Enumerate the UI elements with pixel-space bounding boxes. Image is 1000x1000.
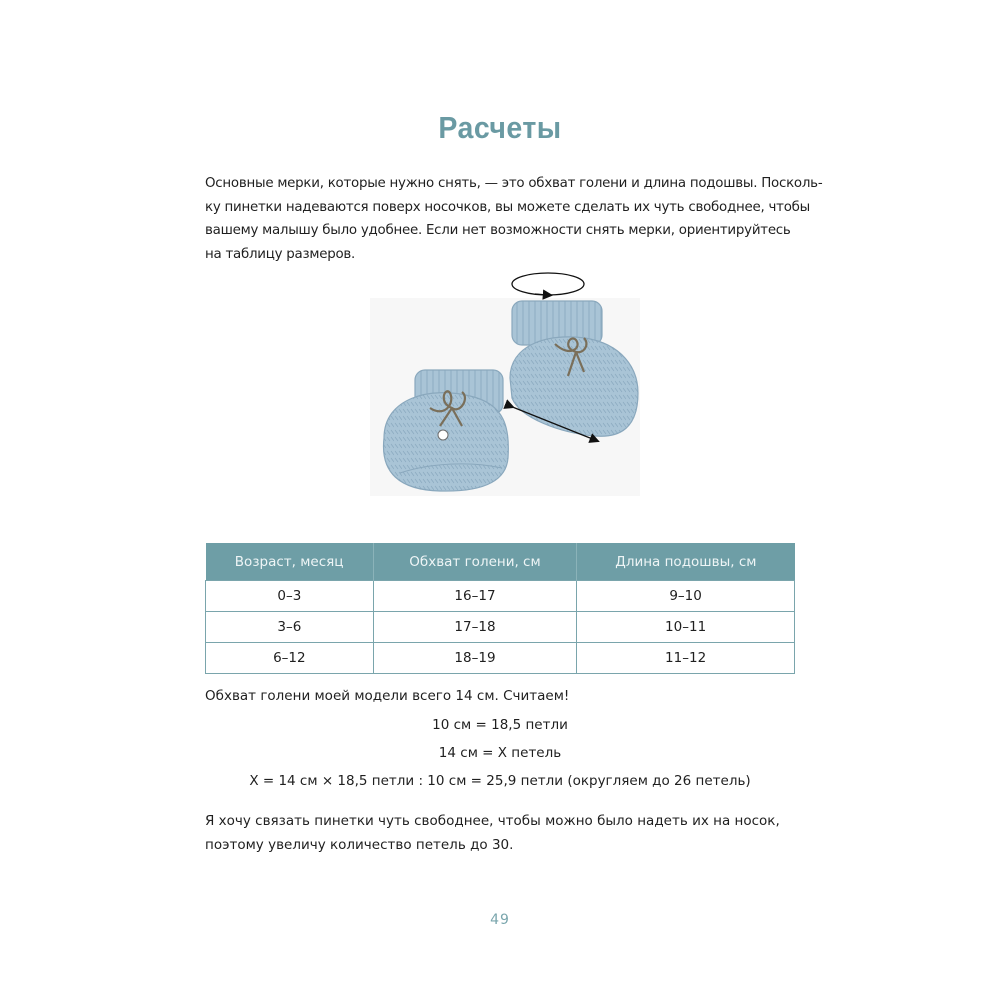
intro-line: вашему малышу было удобнее. Если нет возможности снять мерки, ориентируйтесь — [205, 223, 791, 238]
calc-line-1: 10 см = 18,5 петли — [432, 717, 568, 733]
table-cell: 0–3 — [206, 581, 374, 612]
leg-circumference-arrow — [512, 273, 584, 295]
table-cell: 11–12 — [577, 643, 795, 674]
table-cell: 16–17 — [373, 581, 576, 612]
calc-intro: Обхват голени моей модели всего 14 см. Считаем! — [205, 688, 570, 704]
table-cell: 3–6 — [206, 612, 374, 643]
page-number: 49 — [490, 912, 510, 928]
column-header: Длина подошвы, см — [577, 543, 795, 581]
calc-line-3: Х = 14 см × 18,5 петли : 10 см = 25,9 петли (округляем до 26 петель) — [249, 773, 751, 789]
table-cell: 6–12 — [206, 643, 374, 674]
table-cell: 18–19 — [373, 643, 576, 674]
calc-line-2: 14 см = Х петель — [438, 745, 562, 761]
table-row — [206, 612, 795, 643]
closing-paragraph — [205, 809, 805, 857]
intro-paragraph — [205, 172, 823, 266]
table-cell: 10–11 — [577, 612, 795, 643]
table-cell: 17–18 — [373, 612, 576, 643]
table-row — [206, 643, 795, 674]
closing-line: Я хочу связать пинетки чуть свободнее, чтобы можно было надеть их на носок, — [205, 813, 780, 829]
intro-line: Основные мерки, которые нужно снять, — это обхват голени и длина подошвы. Посколь- — [205, 176, 823, 191]
column-header: Возраст, месяц — [206, 543, 374, 581]
table-row — [206, 581, 795, 612]
booties-illustration — [370, 268, 645, 498]
intro-line: ку пинетки надеваются поверх носочков, вы можете сделать их чуть свободнее, чтобы — [205, 199, 810, 215]
intro-line: на таблицу размеров. — [205, 246, 356, 262]
page-title: Расчеты — [438, 110, 562, 145]
column-header: Обхват голени, см — [373, 543, 576, 581]
size-table — [205, 543, 795, 674]
closing-line: поэтому увеличу количество петель до 30. — [205, 837, 514, 853]
table-header-row — [206, 543, 795, 581]
table-cell: 9–10 — [577, 581, 795, 612]
